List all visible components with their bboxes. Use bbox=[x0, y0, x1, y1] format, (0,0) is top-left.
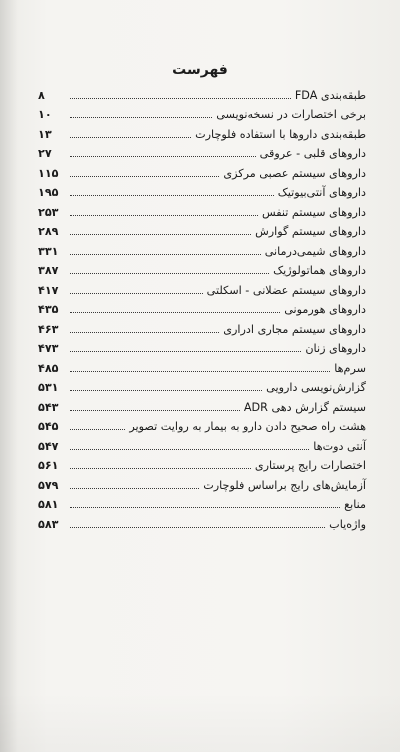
dot-leader bbox=[70, 195, 274, 196]
dot-leader bbox=[70, 390, 262, 391]
toc-entry bbox=[38, 121, 366, 141]
dot-leader bbox=[70, 254, 261, 255]
toc-entry-title: برخی اختصارات در نسخه‌نویسی bbox=[216, 108, 366, 121]
toc-entry-title: آزمایش‌های رایج براساس فلوچارت bbox=[203, 478, 366, 492]
toc-page-number: ۱۳ bbox=[38, 127, 52, 141]
dot-leader bbox=[70, 449, 309, 450]
toc-entry-title: داروهای سیستم عصبی مرکزی bbox=[223, 166, 366, 180]
toc-entry-title: داروهای شیمی‌درمانی bbox=[264, 244, 366, 258]
toc-entry-title: داروهای قلبی - عروقی bbox=[259, 147, 366, 160]
toc-page-number: ۵۸۳ bbox=[38, 517, 59, 531]
dot-leader bbox=[70, 234, 251, 235]
dot-leader bbox=[70, 371, 330, 372]
toc-entry bbox=[38, 453, 366, 473]
toc-page-number: ۴۷۳ bbox=[38, 342, 59, 355]
toc-entry bbox=[38, 394, 366, 414]
toc-page-number: ۲۸۹ bbox=[38, 225, 59, 238]
toc-entry-title: داروهای سیستم گوارش bbox=[255, 225, 366, 238]
toc-entry-title: منابع bbox=[344, 498, 366, 511]
dot-leader bbox=[70, 176, 219, 177]
toc-entry-title: داروهای هماتولوژیک bbox=[273, 264, 366, 277]
dot-leader bbox=[70, 488, 199, 489]
toc-page-number: ۵۴۵ bbox=[38, 420, 59, 433]
toc-page-number: ۴۳۵ bbox=[38, 303, 59, 316]
toc-entry bbox=[38, 433, 366, 453]
toc-entry-title: داروهای سیستم تنفس bbox=[261, 205, 366, 219]
toc-page-number: ۱۱۵ bbox=[38, 166, 59, 180]
dot-leader bbox=[70, 156, 256, 157]
toc-page-number: ۵۴۳ bbox=[38, 400, 59, 414]
toc-entry-title: داروهای سیستم مجاری ادراری bbox=[223, 322, 366, 336]
dot-leader bbox=[70, 312, 280, 313]
dot-leader bbox=[70, 332, 219, 333]
toc-entry bbox=[38, 199, 366, 219]
toc-entry-title: داروهای هورمونی bbox=[284, 303, 366, 316]
toc-page-number: ۳۳۱ bbox=[38, 244, 59, 258]
toc-entry bbox=[38, 297, 366, 317]
toc-entry-title: واژه‌یاب bbox=[329, 517, 366, 531]
toc-entry bbox=[38, 375, 366, 395]
dot-leader bbox=[70, 273, 269, 274]
toc-page-number: ۵۸۱ bbox=[38, 498, 59, 511]
dot-leader bbox=[70, 215, 258, 216]
dot-leader bbox=[70, 468, 251, 469]
toc-page-number: ۱۹۵ bbox=[38, 186, 59, 199]
toc-entry-title: داروهای آنتی‌بیوتیک bbox=[277, 186, 366, 199]
toc-entry bbox=[38, 414, 366, 434]
toc-page-number: ۴۸۵ bbox=[38, 361, 59, 375]
toc-page-number: ۴۱۷ bbox=[38, 283, 59, 297]
toc-entry bbox=[38, 258, 366, 278]
dot-leader bbox=[70, 351, 301, 352]
toc-page-number: ۲۷ bbox=[38, 147, 52, 160]
toc-entry bbox=[38, 141, 366, 161]
page-title: فهرست bbox=[172, 62, 228, 78]
toc-page-number: ۴۶۳ bbox=[38, 322, 59, 336]
toc-page-number: ۵۴۷ bbox=[38, 439, 59, 453]
table-of-contents bbox=[38, 82, 366, 531]
toc-page-number: ۵۶۱ bbox=[38, 459, 59, 472]
toc-entry-title: هشت راه صحیح دادن دارو به بیمار به روایت تصویر bbox=[129, 420, 366, 433]
toc-entry-title: داروهای سیستم عضلانی - اسکلتی bbox=[206, 283, 366, 297]
dot-leader bbox=[70, 98, 291, 99]
page-shadow bbox=[0, 692, 400, 752]
toc-entry-title: داروهای زنان bbox=[305, 342, 366, 355]
toc-entry bbox=[38, 316, 366, 336]
dot-leader bbox=[70, 527, 325, 528]
dot-leader bbox=[70, 293, 203, 294]
toc-entry bbox=[38, 336, 366, 356]
toc-entry bbox=[38, 219, 366, 239]
dot-leader bbox=[70, 429, 125, 430]
toc-entry-title: سیستم گزارش دهی ADR bbox=[243, 400, 366, 414]
toc-entry-title: سرم‌ها bbox=[334, 361, 366, 375]
toc-entry bbox=[38, 492, 366, 512]
toc-entry-title: اختصارات رایج پرستاری bbox=[254, 459, 366, 472]
dot-leader bbox=[70, 410, 240, 411]
dot-leader bbox=[70, 507, 340, 508]
toc-entry bbox=[38, 355, 366, 375]
toc-entry bbox=[38, 277, 366, 297]
toc-entry-title: آنتی دوت‌ها bbox=[313, 439, 366, 453]
toc-entry bbox=[38, 511, 366, 531]
toc-page-number: ۱۰ bbox=[38, 108, 52, 121]
toc-entry bbox=[38, 238, 366, 258]
toc-entry bbox=[38, 160, 366, 180]
spine-shadow bbox=[0, 0, 18, 752]
toc-entry bbox=[38, 82, 366, 102]
toc-page-number: ۲۵۳ bbox=[38, 205, 59, 219]
toc-entry bbox=[38, 102, 366, 122]
dot-leader bbox=[70, 117, 212, 118]
toc-entry-title: گزارش‌نویسی دارویی bbox=[266, 381, 366, 394]
toc-page-number: ۸ bbox=[38, 88, 45, 102]
toc-page-number: ۵۳۱ bbox=[38, 381, 59, 394]
dot-leader bbox=[70, 137, 191, 138]
toc-entry-title: طبقه‌بندی داروها با استفاده فلوچارت bbox=[195, 127, 366, 141]
toc-entry-title: طبقه‌بندی FDA bbox=[294, 88, 366, 102]
toc-entry bbox=[38, 180, 366, 200]
toc-page-number: ۵۷۹ bbox=[38, 478, 59, 492]
toc-page-number: ۳۸۷ bbox=[38, 264, 59, 277]
toc-entry bbox=[38, 472, 366, 492]
